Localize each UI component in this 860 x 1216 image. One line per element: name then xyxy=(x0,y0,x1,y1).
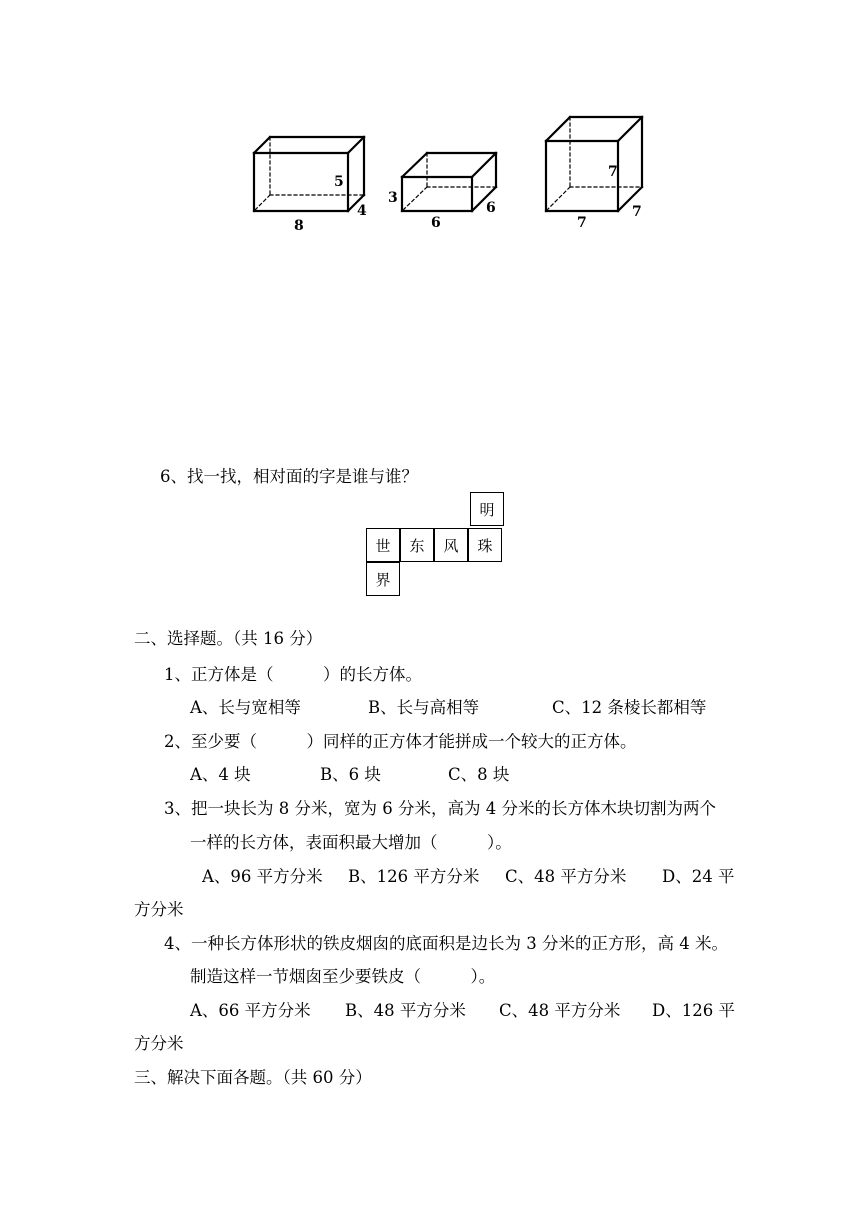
cube-figure xyxy=(546,117,642,231)
q2-option-c: C、8 块 xyxy=(448,765,510,784)
box1-length-label: 8 xyxy=(294,218,304,234)
net-cell-4: 珠 xyxy=(468,528,502,562)
q6-text: 6、找一找，相对面的字是谁与谁？ xyxy=(160,467,418,486)
q3-stem-line2: 一样的长方体，表面积最大增加（ ）。 xyxy=(190,833,512,852)
section3-heading: 三、解决下面各题。（共 60 分） xyxy=(134,1068,372,1087)
q4-option-c: C、48 平方分米 xyxy=(499,1001,621,1020)
box2-width-label: 6 xyxy=(486,200,496,216)
q4-option-d-wrap: 方分米 xyxy=(134,1034,184,1053)
q4-option-a: A、66 平方分米 xyxy=(190,1001,311,1020)
q4-stem-line2: 制造这样一节烟囱至少要铁皮（ ）。 xyxy=(190,967,496,986)
cube-net xyxy=(366,492,506,598)
box1-width-label: 4 xyxy=(357,203,367,219)
cube-height-label: 7 xyxy=(608,164,618,180)
solid-figures xyxy=(240,105,660,245)
box1-height-label: 5 xyxy=(334,174,344,190)
q3-option-a: A、96 平方分米 xyxy=(202,867,323,886)
net-cell-2: 东 xyxy=(400,528,434,562)
q1-option-b: B、长与高相等 xyxy=(368,698,480,717)
cube-side-label: 7 xyxy=(632,204,642,220)
cuboid-figure-1 xyxy=(254,137,367,234)
net-cell-1: 世 xyxy=(366,528,400,562)
q1-option-c: C、12 条棱长都相等 xyxy=(552,698,707,717)
q3-option-b: B、126 平方分米 xyxy=(348,867,480,886)
q1-option-a: A、长与宽相等 xyxy=(190,698,301,717)
q3-option-d: D、24 平 xyxy=(662,867,735,886)
q4-option-b: B、48 平方分米 xyxy=(345,1001,466,1020)
q4-option-d: D、126 平 xyxy=(652,1001,735,1020)
q1-stem: 1、正方体是（ ）的长方体。 xyxy=(164,665,422,684)
cuboid-figure-2 xyxy=(388,153,496,231)
q3-option-c: C、48 平方分米 xyxy=(505,867,627,886)
q3-option-d-wrap: 方分米 xyxy=(134,900,184,919)
q2-option-b: B、6 块 xyxy=(320,765,381,784)
cube-front-label: 7 xyxy=(577,215,587,231)
net-cell-top: 明 xyxy=(470,492,504,526)
q4-stem-line1: 4、一种长方体形状的铁皮烟囱的底面积是边长为 3 分米的正方形，高 4 米。 xyxy=(164,934,728,953)
net-cell-bottom: 界 xyxy=(366,562,400,596)
q3-stem-line1: 3、把一块长为 8 分米，宽为 6 分米，高为 4 分米的长方体木块切割为两个 xyxy=(164,799,716,818)
net-cell-3: 风 xyxy=(434,528,468,562)
q2-option-a: A、4 块 xyxy=(190,765,251,784)
q2-stem: 2、至少要（ ）同样的正方体才能拼成一个较大的正方体。 xyxy=(164,732,637,751)
section2-heading: 二、选择题。（共 16 分） xyxy=(134,629,323,648)
box2-length-label: 6 xyxy=(431,215,441,231)
box2-height-label: 3 xyxy=(388,190,398,206)
